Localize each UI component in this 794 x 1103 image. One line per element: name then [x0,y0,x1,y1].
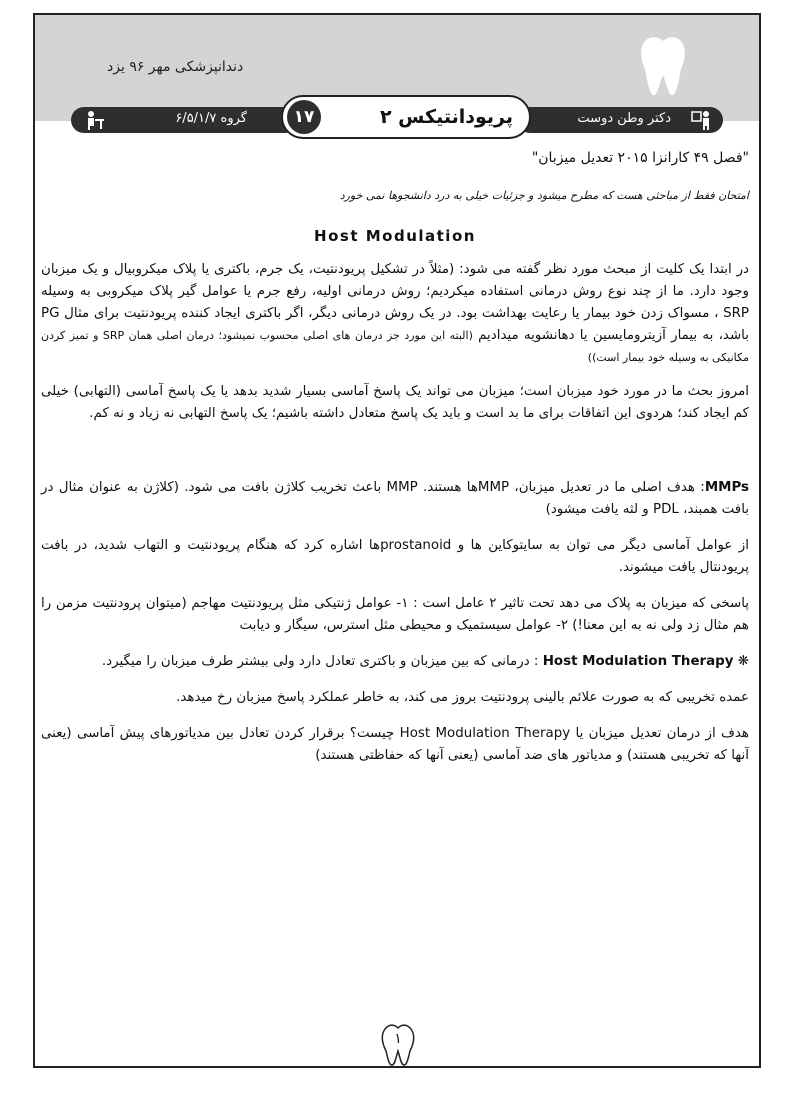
group-bar [71,107,299,133]
exam-note: امتحان فقط از مباحثی هست که مطرح میشود و جزئیات خیلی به درد دانشجوها نمی خورد [339,189,749,202]
paragraph-6 [41,651,749,673]
teacher-board-icon [691,110,713,130]
section-title: Host Modulation [314,227,476,245]
group-label: گروه ۶/۵/۱/۷ [175,111,247,126]
paragraph-6-text: : درمانی که بین میزبان و باکتری تعادل دارد ولی بیشتر طرف میزبان را میگیرد. [101,654,539,669]
paragraph-7: عمده تخریبی که به صورت علائم بالینی پرودنتیت بروز می کند، به خاطر عملکرد پاسخ میزبان رخ میدهد. [176,690,749,705]
doctor-label: دکتر وطن دوست [577,111,671,126]
chapter-intro: "فصل ۴۹ کارانزا ۲۰۱۵ تعدیل میزبان" [531,150,749,166]
paragraph-3-text: : هدف اصلی ما در تعدیل میزبان، MMPها هستند. MMP باعث تخریب کلاژن بافت می شود. (کلاژن به عنوان مثال در بافت همبند، PDL و لثه یافت میشود) [41,480,749,517]
paragraph-6-label: Host Modulation Therapy [542,654,734,669]
paragraph-2: امروز بحث ما در مورد خود میزبان است؛ میزبان می تواند یک پاسخ آماسی بسیار شدید بدهد یا یک پاسخ آماسی (التهابی) خیلی کم ایجاد کند؛ هردوی این اتفاقات برای ما بد است و باید یک پاسخ متعادل داشته باشیم؛ یک پاسخ التهابی نه زیاد و نه کم. [41,384,749,421]
page-frame [33,13,761,1068]
paragraph-1-aside: (البته این مورد جز درمان های اصلی محسوب نمیشود؛ درمان اصلی همان SRP و تمیز کردن مکانیکی به وسیله خود بیمار است)) [41,329,749,364]
faculty-label: دندانپزشکی مهر ۹۶ یزد [107,59,244,75]
course-title: پریودانتیکس ۲ [379,106,513,128]
paragraph-8: هدف از درمان تعدیل میزبان یا Host Modulation Therapy چیست؟ برقرار کردن تعادل بین مدیاتورهای پیش آماسی (یعنی آنها که تخریبی هستند) و مدیاتور های ضد آماسی (یعنی آنها که حفاظتی هستند) [41,726,749,763]
page-number: ۱ [394,1031,402,1047]
page-content [35,147,759,781]
page-header [35,15,759,128]
paragraph-1 [41,259,749,369]
paragraph-3 [41,477,749,521]
doctor-bar [517,107,723,133]
paragraph-5: پاسخی که میزبان به پلاک می دهد تحت تاثیر ۲ عامل است : ۱- عوامل ژنتیکی مثل پریودنتیت مهاجم (میتوان پرودنتیت مزمن را هم مثال زد ولی نه به این معنا!) ۲- عوامل سیستمیک و محیطی مثل استرس، سیگار و دیابت [41,596,749,633]
bullet-star-icon: ❋ [737,654,749,669]
session-number: ۱۷ [287,100,321,134]
page-number-badge [379,1023,417,1067]
paragraph-4: از عوامل آماسی دیگر می توان به سایتوکاین ها و prostanoidها اشاره کرد که هنگام پریودنتیت و التهاب شدید، در بافت پریودنتال یافت میشوند. [41,538,749,575]
paragraph-1-text: در ابتدا یک کلیت از مبحث مورد نظر گفته می شود: (مثلاً در تشکیل پریودنتیت، یک جرم، باکتری یا پلاک میکروبیال و یک میزبان وجود دارد. ما از چند نوع روش درمانی استفاده میکردیم؛ روش درمانی اولیه، رفع جرم یا عوامل گیر پلاک میکروبی به وسیله SRP ، مسواک زدن خود بیمار یا رعایت بهداشت بود. در یک روش درمانی دیگر، اگر باکتری ایجاد کننده پریودنتیت برای مثال PG باشد، به بیمار آزیترومایسین یا دهانشویه میدادیم [41,262,749,343]
paragraph-3-label: MMPs [704,480,750,495]
course-capsule [281,95,531,139]
tooth-logo-icon [637,35,689,99]
student-desk-icon [83,110,105,130]
